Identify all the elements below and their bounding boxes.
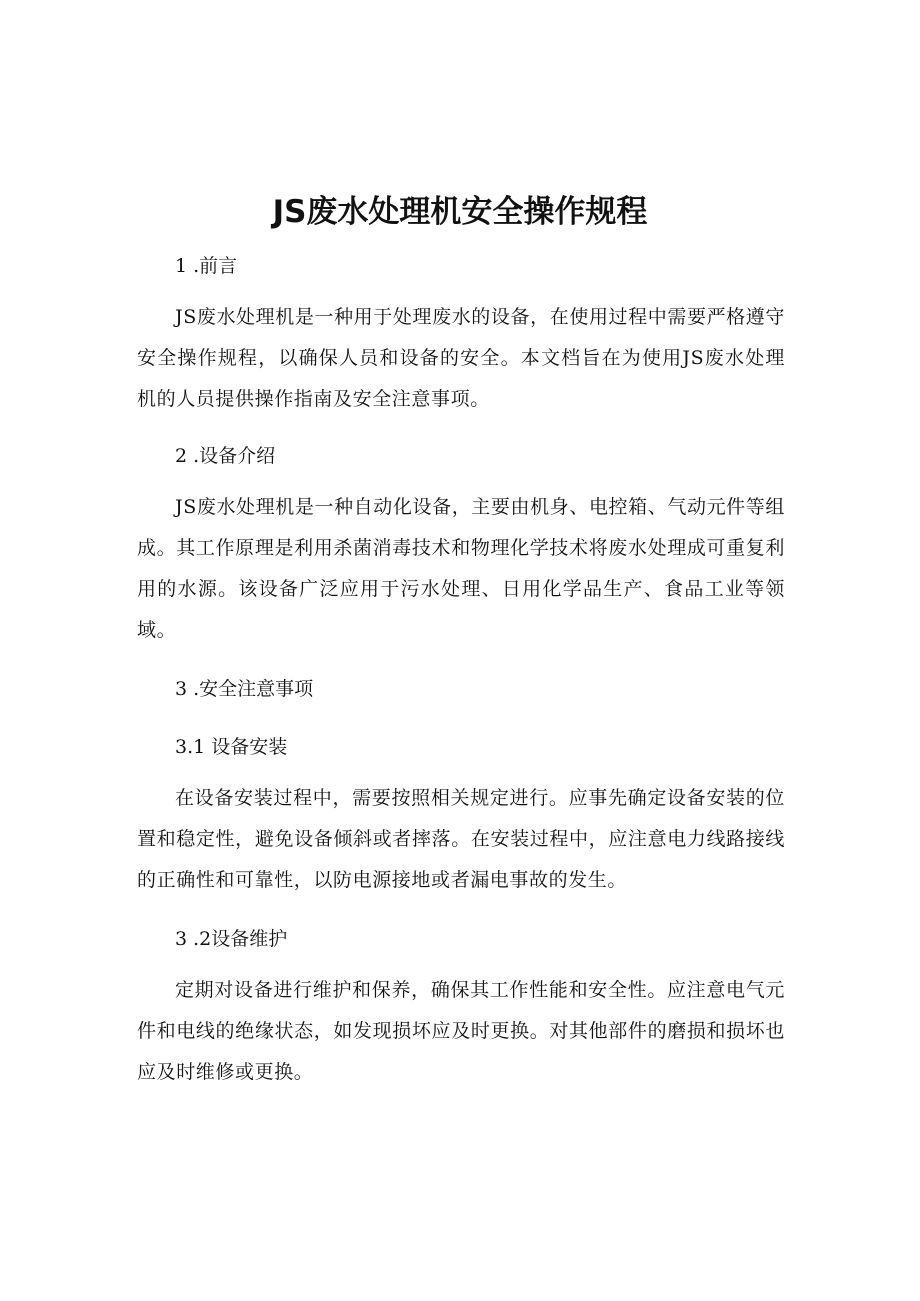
section-heading-equipment-maintenance: 3 .2设备维护 — [175, 928, 288, 950]
section-heading-equipment-intro: 2 .设备介绍 — [175, 445, 276, 467]
section-heading-preface: 1 .前言 — [175, 255, 238, 277]
section-paragraph-preface: JS废水处理机是一种用于处理废水的设备，在使用过程中需要严格遵守安全操作规程，以确保人员和设备的安全。本文档旨在为使用JS废水处理机的人员提供操作指南及安全注意事项。 — [137, 306, 785, 410]
section-heading-safety-notes: 3 .安全注意事项 — [175, 678, 314, 700]
section-paragraph-equipment-intro: JS废水处理机是一种自动化设备，主要由机身、电控箱、气动元件等组成。其工作原理是利用杀菌消毒技术和物理化学技术将废水处理成可重复利用的水源。该设备广泛应用于污水处理、日用化学品生产、食品工业等领域。 — [137, 496, 785, 641]
section-heading-equipment-installation: 3.1 设备安装 — [175, 736, 288, 758]
section-paragraph-equipment-maintenance: 定期对设备进行维护和保养，确保其工作性能和安全性。应注意电气元件和电线的绝缘状态，如发现损坏应及时更换。对其他部件的磨损和损坏也应及时维修或更换。 — [137, 979, 785, 1083]
document-title: JS废水处理机安全操作规程 — [272, 194, 648, 230]
section-paragraph-equipment-installation: 在设备安装过程中，需要按照相关规定进行。应事先确定设备安装的位置和稳定性，避免设备倾斜或者摔落。在安装过程中，应注意电力线路接线的正确性和可靠性，以防电源接地或者漏电事故的发生。 — [137, 787, 785, 891]
